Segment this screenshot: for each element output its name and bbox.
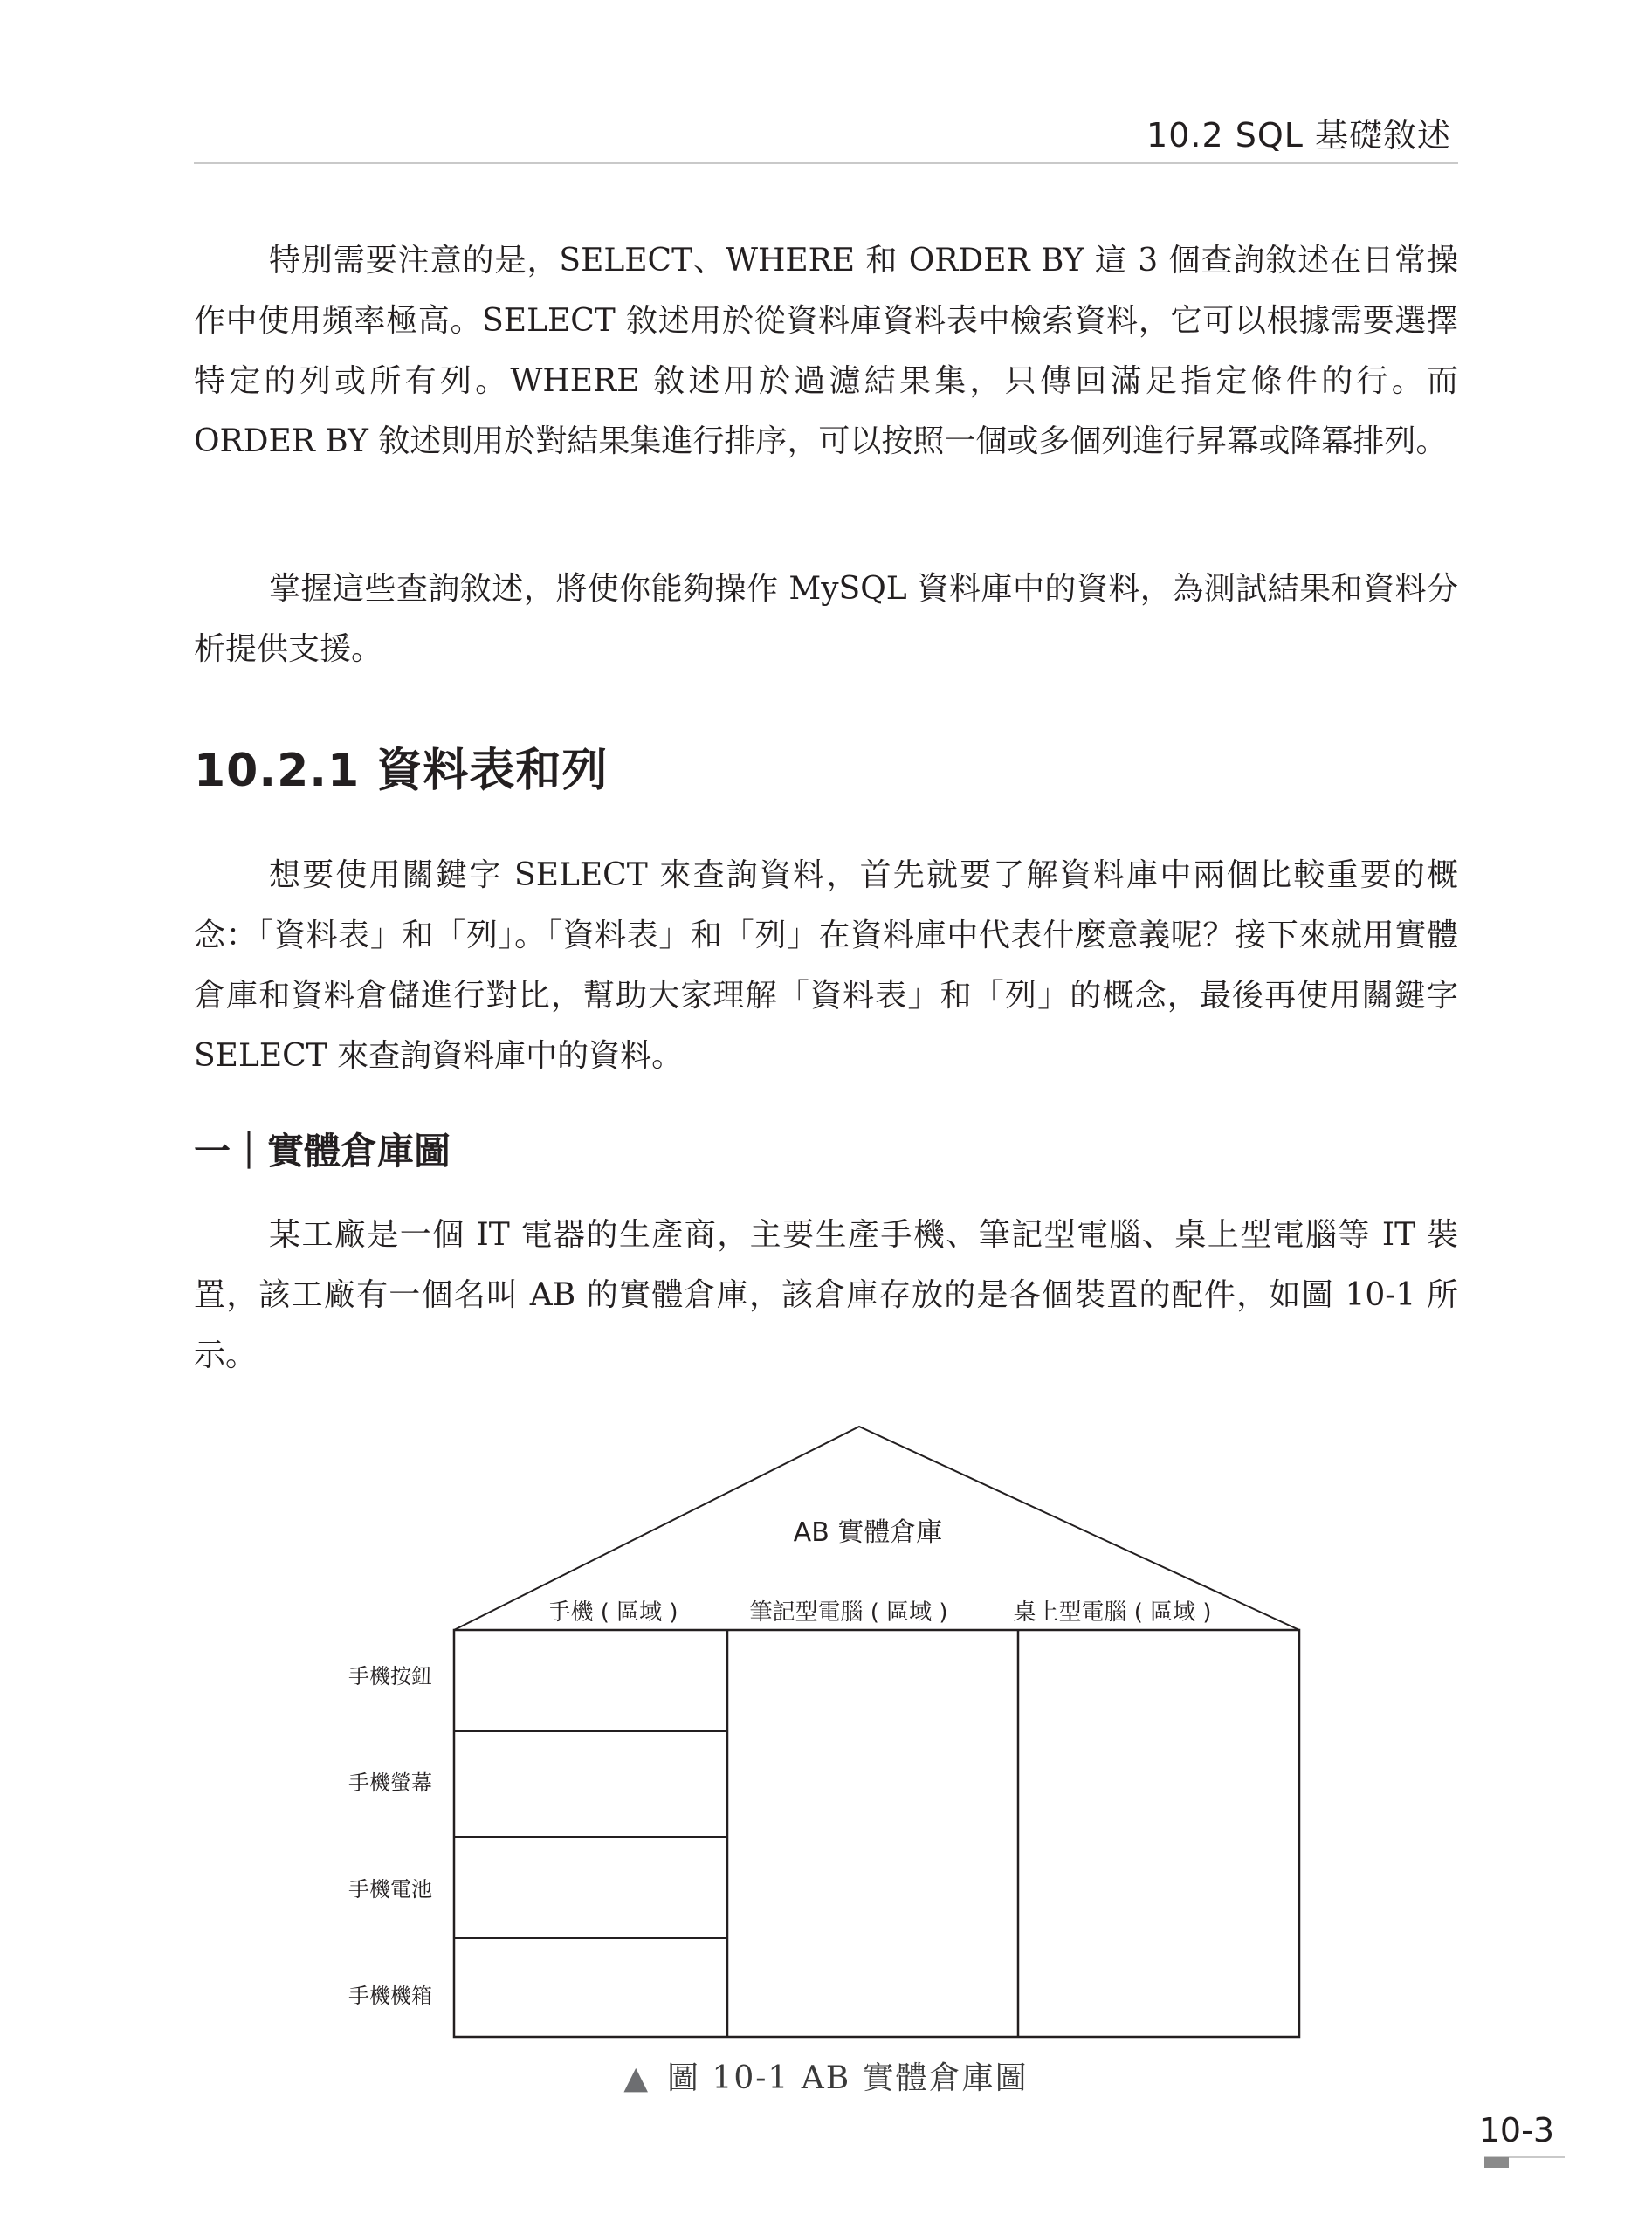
zone-label-phone: 手機 ( 區域 ) bbox=[547, 1599, 678, 1626]
section-heading: 10.2.1 資料表和列 bbox=[194, 745, 609, 797]
footer-tab-marker bbox=[1484, 2157, 1509, 2168]
running-header-title: 10.2 SQL 基礎敘述 bbox=[1146, 116, 1451, 155]
figure-caption-text: 圖 10-1 AB 實體倉庫圖 bbox=[667, 2060, 1029, 2096]
warehouse-body bbox=[454, 1630, 1299, 2037]
caption-triangle-icon: ▲ bbox=[623, 2060, 650, 2096]
body-paragraph: 想要使用關鍵字 SELECT 來查詢資料，首先就要了解資料庫中兩個比較重要的概念：「資料表」和「列」。「資料表」和「列」在資料庫中代表什麼意義呢？接下來就用實體倉庫和資料倉儲進行對比，幫助大家理解「資料表」和「列」的概念，最後再使用關鍵字 SELECT 來查詢資料庫中的資料。 bbox=[194, 857, 1458, 1074]
part-label-case: 手機機箱 bbox=[348, 1984, 432, 2008]
part-label-buttons: 手機按鈕 bbox=[348, 1664, 432, 1688]
header-rule bbox=[194, 162, 1458, 164]
body-paragraph: 某工廠是一個 IT 電器的生產商，主要生產手機、筆記型電腦、桌上型電腦等 IT 裝置，該工廠有一個名叫 AB 的實體倉庫，該倉庫存放的是各個裝置的配件，如圖 10-1 所示。 bbox=[194, 1217, 1458, 1373]
figure-caption bbox=[0, 2053, 1652, 2098]
zone-label-laptop: 筆記型電腦 ( 區域 ) bbox=[749, 1599, 948, 1626]
page-number: 10-3 bbox=[1478, 2111, 1554, 2149]
part-label-battery: 手機電池 bbox=[348, 1877, 432, 1901]
body-paragraph: 掌握這些查詢敘述，將使你能夠操作 MySQL 資料庫中的資料，為測試結果和資料分析提供支援。 bbox=[194, 571, 1458, 667]
body-paragraph: 特別需要注意的是，SELECT、WHERE 和 ORDER BY 這 3 個查詢敘述在日常操作中使用頻率極高。SELECT 敘述用於從資料庫資料表中檢索資料，它可以根據需要選擇特定的列或所有列。WHERE 敘述用於過濾結果集，只傳回滿足指定條件的行。而 ORDER BY 敘述則用於對結果集進行排序，可以按照一個或多個列進行昇冪或降冪排列。 bbox=[194, 243, 1458, 459]
zone-label-desktop: 桌上型電腦 ( 區域 ) bbox=[1013, 1599, 1212, 1626]
warehouse-diagram bbox=[314, 1414, 1310, 2052]
subsection-heading: 一｜實體倉庫圖 bbox=[194, 1130, 451, 1173]
warehouse-name-label: AB 實體倉庫 bbox=[793, 1517, 943, 1548]
part-label-screen: 手機螢幕 bbox=[348, 1771, 432, 1795]
